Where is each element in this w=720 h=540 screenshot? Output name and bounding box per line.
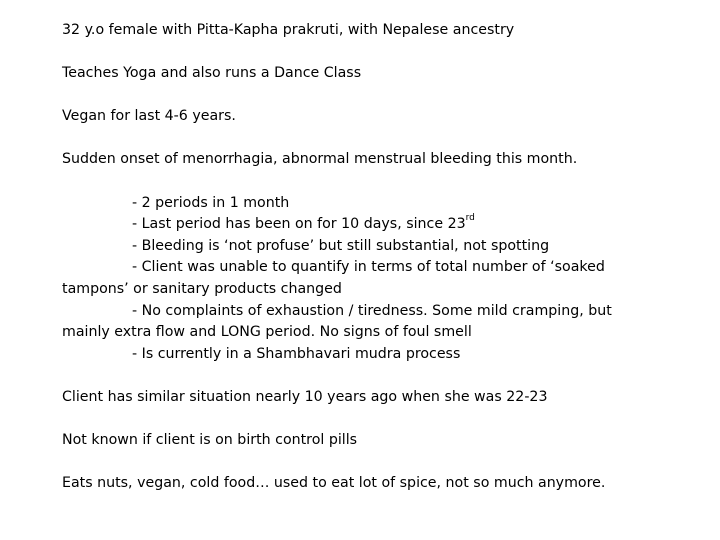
detail-item-duration [132,214,475,234]
detail-item-quantify-line2: tampons’ or sanitary products changed [62,281,342,297]
diet-line: Vegan for last 4-6 years. [62,108,236,124]
detail-item-duration-text: - Last period has been on for 10 days, since 23 [132,216,466,232]
complaint-line: Sudden onset of menorrhagia, abnormal menstrual bleeding this month. [62,151,578,167]
ordinal-suffix: rd [465,213,475,223]
detail-item-periods: - 2 periods in 1 month [132,195,290,211]
detail-item-symptoms-line1: - No complaints of exhaustion / tiredness. Some mild cramping, but [132,303,612,319]
history-line: Client has similar situation nearly 10 years ago when she was 22-23 [62,389,548,405]
profile-line: 32 y.o female with Pitta-Kapha prakruti, with Nepalese ancestry [62,22,515,38]
occupation-line: Teaches Yoga and also runs a Dance Class [62,65,362,81]
detail-item-bleeding: - Bleeding is ‘not profuse’ but still substantial, not spotting [132,238,550,254]
detail-item-quantify-line1: - Client was unable to quantify in terms of total number of ‘soaked [132,259,605,275]
contraception-line: Not known if client is on birth control pills [62,432,358,448]
eating-line: Eats nuts, vegan, cold food… used to eat lot of spice, not so much anymore. [62,475,606,491]
detail-item-mudra: - Is currently in a Shambhavari mudra process [132,346,461,362]
detail-item-symptoms-line2: mainly extra flow and LONG period. No signs of foul smell [62,324,472,340]
